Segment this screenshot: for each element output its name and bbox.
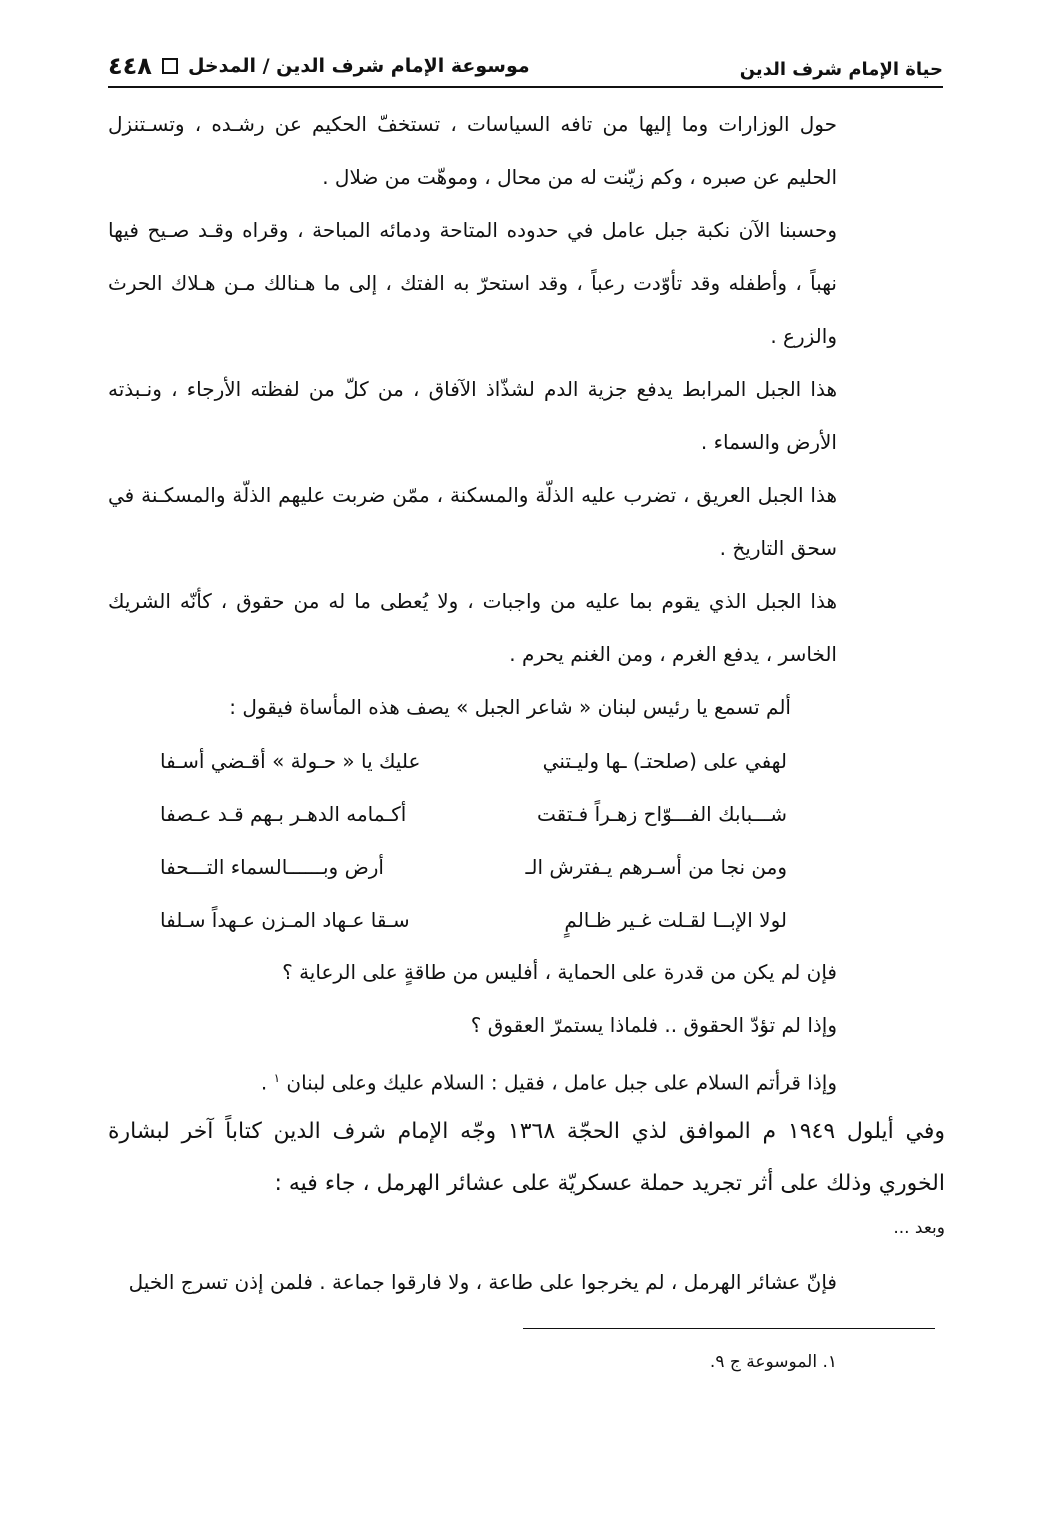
paragraph: وحسبنا الآن نكبة جبل عامل في حدوده المتاحة ودمائه المباحة ، وقراه وقـد صـيح فيها نهباً ، وأطفله وقد تأوّدت رعباً ، وقد استحرّ به الفتك ، إلى ما هـنالك مـن هـلاك الحرث والزرع . (108, 218, 837, 348)
verse-second-hemistich: أكـمامه الدهـر بـهم قـد عـصفا (160, 801, 407, 826)
footnote-divider (523, 1328, 935, 1329)
verse-second-hemistich: أرض وبــــــالسماء التـــحفا (160, 854, 384, 879)
paragraph (108, 1052, 837, 1110)
header-book-info (108, 52, 530, 80)
book-title: موسوعة الإمام شرف الدين / المدخل (187, 55, 530, 77)
paragraph: هذا الجبل العريق ، تضرب عليه الذلّة والمسكنة ، ممّن ضربت عليهم الذلّة والمسكـنة في سحق التاريخ . (108, 483, 837, 560)
paragraph: فإنّ عشائر الهرمل ، لم يخرجوا على طاعة ، ولا فارقوا جماعة . فلمن إذن تسرج الخيل (128, 1270, 837, 1294)
verse-line (160, 893, 787, 946)
verse-line (160, 787, 787, 840)
paragraph: هذا الجبل المرابط يدفع جزية الدم لشذّاذ الآفاق ، من كلّ من لفظته الأرجاء ، ونـبذته الأرض والسماء . (108, 377, 837, 454)
verse-intro: ألم تسمع يا رئيس لبنان « شاعر الجبل » يصف هذه المأساة فيقول : (229, 695, 791, 719)
verse-second-hemistich: سـقا عـهاد المـزن عـهداً سـلفا (160, 907, 410, 932)
paragraph: فإن لم يكن من قدرة على الحماية ، أفليس من طاقةٍ على الرعاية ؟ (282, 960, 837, 984)
salutation: وبعد ... (893, 1218, 945, 1238)
page-header (108, 40, 943, 88)
paragraph: هذا الجبل الذي يقوم بما عليه من واجبات ، ولا يُعطى ما له من حقوق ، كأنّه الشريك الخاسر ، يدفع الغرم ، ومن الغنم يحرم . (108, 589, 837, 666)
footnote: ١. الموسوعة ج ٩. (709, 1352, 837, 1372)
author-narration (108, 1106, 945, 1246)
verse-line (160, 840, 787, 893)
poem (160, 734, 787, 946)
footnote-marker: ١ (273, 1071, 281, 1085)
verse-first-hemistich: ومن نجا من أسـرهم يـفترش الـ (525, 854, 787, 879)
main-text (108, 98, 837, 734)
letter-text (108, 1256, 837, 1309)
verse-first-hemistich: لولا الإبــا لقـلت غـير ظـالمٍ (564, 907, 787, 932)
paragraph: وإذا لم تؤدّ الحقوق .. فلماذا يستمرّ العقوق ؟ (470, 1013, 837, 1037)
square-ornament-icon (162, 58, 178, 74)
page-number: ٤٤٨ (108, 52, 152, 80)
paragraph: حول الوزارات وما إليها من تافه السياسات ، تستخفّ الحكيم عن رشـده ، وتسـتنزل الحليم عن صبره ، وكم زيّنت له من محال ، وموهّت من ضلال . (108, 112, 837, 189)
verse-first-hemistich: لهفي على (صلحتـ) ـها وليـتني (542, 748, 787, 773)
paragraph-text: وإذا قرأتم السلام على جبل عامل ، فقيل : السلام عليك وعلى لبنان (286, 1070, 837, 1095)
paragraph: وفي أيلول ١٩٤٩ م الموافق لذي الحجّة ١٣٦٨ وجّه الإمام شرف الدين كتاباً آخر لبشارة الخوري وذلك على أثر تجريد حملة عسكريّة على عشائر الهرمل ، جاء فيه : (108, 1119, 945, 1196)
verse-second-hemistich: عليك يا « حـولة » أقـضي أسـفا (160, 748, 421, 773)
running-title: حياة الإمام شرف الدين (739, 59, 943, 80)
verse-first-hemistich: شـــبابك الفـــوّاح زهـراً فـتقت (537, 801, 787, 826)
verse-line (160, 734, 787, 787)
paragraph-end: . (260, 1070, 274, 1095)
closing-text (108, 946, 837, 1110)
